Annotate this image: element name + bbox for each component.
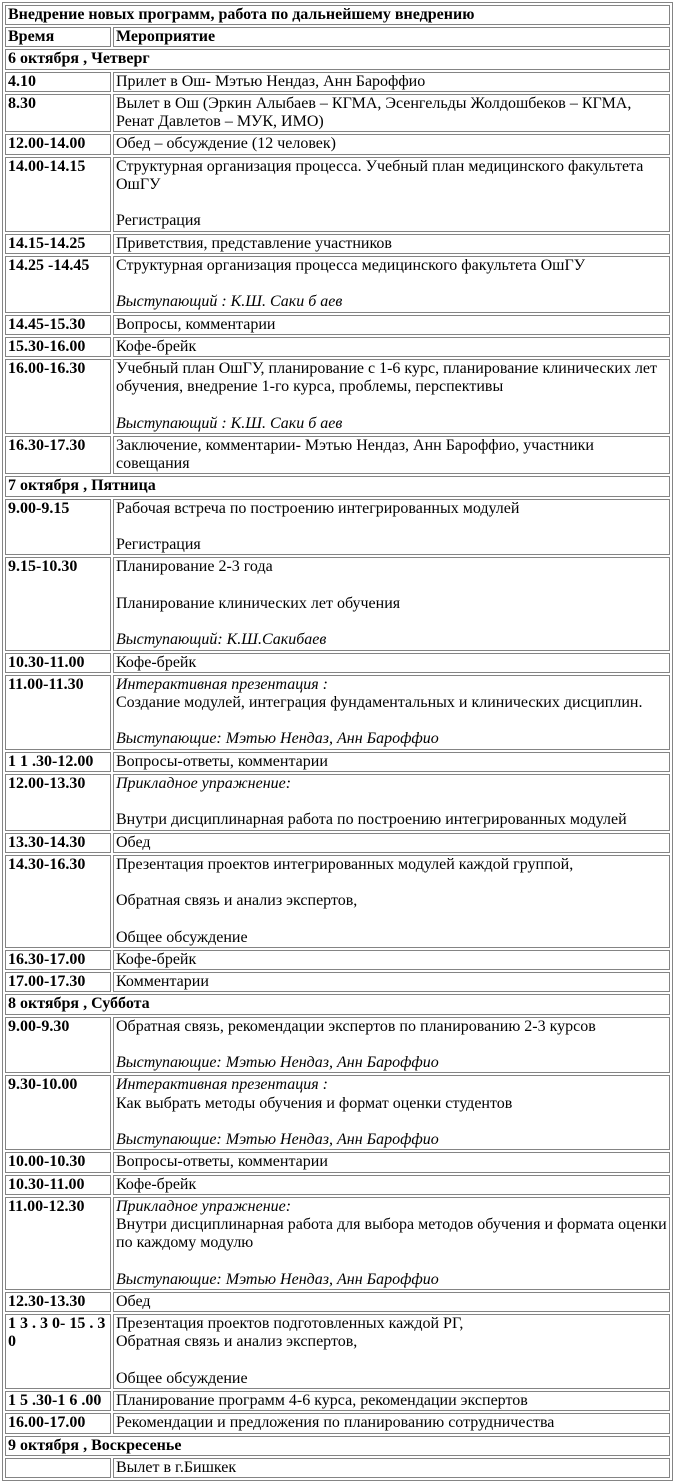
event-cell xyxy=(113,774,670,831)
event-line: Выступающие: Мэтью Нендаз, Анн Бароффио xyxy=(116,1131,439,1149)
event-cell xyxy=(113,1391,670,1411)
time-cell: 10.00-10.30 xyxy=(5,1152,111,1172)
time-cell: 16.30-17.30 xyxy=(5,436,111,474)
table-row xyxy=(5,256,670,313)
column-header-event: Мероприятие xyxy=(113,27,670,47)
day-section-label: 7 октября , Пятница xyxy=(5,476,670,496)
event-line: Выступающие: Мэтью Нендаз, Анн Бароффио xyxy=(116,1270,439,1288)
event-cell xyxy=(113,950,670,970)
event-line: Вылет в г.Бишкек xyxy=(116,1458,237,1476)
event-line: Планирование 2-3 года xyxy=(116,558,273,576)
event-cell xyxy=(113,337,670,357)
table-row xyxy=(5,972,670,992)
column-header-time: Время xyxy=(5,27,111,47)
time-cell: 1 5 .30-1 6 .00 xyxy=(5,1391,111,1411)
table-title: Внедрение новых программ, работа по дальнейшему внедрению xyxy=(5,5,670,25)
event-cell xyxy=(113,1197,670,1290)
event-line: Презентация проектов интегрированных модулей каждой группой, xyxy=(116,855,574,873)
event-cell xyxy=(113,359,670,434)
event-line: Интерактивная презентация : xyxy=(116,1076,328,1094)
event-line: Кофе-брейк xyxy=(116,653,197,671)
event-line xyxy=(116,577,667,595)
table-row xyxy=(5,855,670,948)
event-line xyxy=(116,1253,667,1271)
event-line: Выступающий: К.Ш.Сакибаев xyxy=(116,631,327,649)
event-line xyxy=(116,396,667,414)
time-cell: 4.10 xyxy=(5,72,111,92)
event-cell xyxy=(113,972,670,992)
time-cell: 12.00-13.30 xyxy=(5,774,111,831)
event-line: Общее обсуждение xyxy=(116,1369,248,1387)
event-line xyxy=(116,911,667,929)
event-line: Вопросы-ответы, комментарии xyxy=(116,752,328,770)
table-row xyxy=(5,315,670,335)
event-line: Обед xyxy=(116,1293,151,1310)
day-section-row xyxy=(5,476,670,496)
event-line xyxy=(116,874,667,892)
event-line: Обратная связь и анализ экспертов, xyxy=(116,1333,358,1351)
event-line: Выступающий : К.Ш. Саки б аев xyxy=(116,414,343,432)
event-line xyxy=(116,275,667,293)
event-line: Выступающие: Мэтью Нендаз, Анн Бароффио xyxy=(116,730,439,748)
event-cell xyxy=(113,1075,670,1150)
event-line xyxy=(116,1036,667,1054)
table-row xyxy=(5,950,670,970)
time-cell: 10.30-11.00 xyxy=(5,653,111,673)
event-line xyxy=(116,194,667,212)
event-cell xyxy=(113,157,670,232)
table-row xyxy=(5,1197,670,1290)
event-line xyxy=(116,1113,667,1131)
time-cell: 16.30-17.00 xyxy=(5,950,111,970)
event-line: Учебный план ОшГУ, планирование с 1-6 курс, планирование клинических лет обучения, внедрение 1-го курса, проблемы, перспективы xyxy=(116,359,658,396)
table-row xyxy=(5,1152,670,1172)
table-row xyxy=(5,359,670,434)
event-line: Прикладное упражнение: xyxy=(116,1197,292,1215)
event-cell xyxy=(113,134,670,154)
time-cell: 11.00-12.30 xyxy=(5,1197,111,1290)
event-line: Кофе-брейк xyxy=(116,1175,197,1193)
event-cell xyxy=(113,653,670,673)
table-row xyxy=(5,1075,670,1150)
event-line: Прилет в Ош- Мэтью Нендаз, Анн Бароффио xyxy=(116,72,426,90)
time-cell: 14.30-16.30 xyxy=(5,855,111,948)
event-line: Внутри дисциплинарная работа для выбора методов обучения и формата оценки по каждому модулю xyxy=(116,1216,667,1252)
event-line: Обед – обсуждение (12 человек) xyxy=(116,135,336,153)
event-cell xyxy=(113,1152,670,1172)
event-line xyxy=(116,613,667,631)
time-cell: 8.30 xyxy=(5,94,111,132)
table-row xyxy=(5,653,670,673)
time-cell: 1 3 . 3 0- 15 . 3 0 xyxy=(5,1314,111,1389)
event-cell xyxy=(113,675,670,750)
table-row xyxy=(5,1175,670,1195)
event-line xyxy=(116,712,667,730)
event-cell xyxy=(113,234,670,254)
day-section-label: 8 октября , Суббота xyxy=(5,994,670,1014)
time-cell: 14.25 -14.45 xyxy=(5,256,111,313)
event-line: Интерактивная презентация : xyxy=(116,675,328,693)
event-line xyxy=(116,793,667,811)
event-cell xyxy=(113,557,670,650)
table-row xyxy=(5,94,670,132)
time-cell: 11.00-11.30 xyxy=(5,675,111,750)
time-cell: 1 1 .30-12.00 xyxy=(5,752,111,772)
time-cell: 14.45-15.30 xyxy=(5,315,111,335)
event-line xyxy=(116,518,667,536)
title-row xyxy=(5,5,670,25)
time-cell: 16.00-16.30 xyxy=(5,359,111,434)
day-section-row xyxy=(5,1436,670,1456)
table-row xyxy=(5,134,670,154)
event-cell xyxy=(113,94,670,132)
event-line: Обед xyxy=(116,833,151,851)
table-row xyxy=(5,675,670,750)
table-row xyxy=(5,234,670,254)
day-section-label: 6 октября , Четверг xyxy=(5,49,670,69)
event-cell xyxy=(113,1292,670,1312)
table-row xyxy=(5,774,670,831)
day-section-label: 9 октября , Воскресенье xyxy=(5,1436,670,1456)
time-cell: 9.00-9.30 xyxy=(5,1017,111,1074)
time-cell: 14.00-14.15 xyxy=(5,157,111,232)
event-line: Создание модулей, интеграция фундаментальных и клинических дисциплин. xyxy=(116,693,643,711)
event-cell xyxy=(113,833,670,853)
table-row xyxy=(5,1292,670,1312)
time-cell: 9.15-10.30 xyxy=(5,557,111,650)
event-cell xyxy=(113,855,670,948)
table-row xyxy=(5,337,670,357)
event-line: Регистрация xyxy=(116,536,201,554)
table-row xyxy=(5,833,670,853)
table-row xyxy=(5,1413,670,1433)
event-line: Кофе-брейк xyxy=(116,951,197,969)
event-line xyxy=(116,1352,667,1370)
table-row xyxy=(5,557,670,650)
time-cell: 15.30-16.00 xyxy=(5,337,111,357)
event-cell xyxy=(113,1413,670,1433)
event-line: Рабочая встреча по построению интегрированных модулей xyxy=(116,499,520,517)
event-line: Обратная связь, рекомендации экспертов по планированию 2-3 курсов xyxy=(116,1017,596,1035)
event-line: Планирование клинических лет обучения xyxy=(116,594,401,612)
event-cell xyxy=(113,436,670,474)
time-cell: 14.15-14.25 xyxy=(5,234,111,254)
event-line: Структурная организация процесса. Учебный план медицинского факультета ОшГУ xyxy=(116,157,644,193)
event-cell xyxy=(113,1314,670,1389)
table-row xyxy=(5,1391,670,1411)
event-line: Выступающий : К.Ш. Саки б аев xyxy=(116,293,343,311)
table-row xyxy=(5,1017,670,1074)
time-cell: 16.00-17.00 xyxy=(5,1413,111,1433)
event-cell xyxy=(113,752,670,772)
event-line: Внутри дисциплинарная работа по построению интегрированных модулей xyxy=(116,811,627,829)
day-section-row xyxy=(5,994,670,1014)
event-cell xyxy=(113,1017,670,1074)
table-row xyxy=(5,72,670,92)
header-row xyxy=(5,27,670,47)
event-line: Рекомендации и предложения по планированию сотрудничества xyxy=(116,1414,555,1432)
event-line: Приветствия, представление участников xyxy=(116,234,392,252)
event-cell xyxy=(113,315,670,335)
event-cell xyxy=(113,499,670,556)
event-cell xyxy=(113,72,670,92)
time-cell: 10.30-11.00 xyxy=(5,1175,111,1195)
schedule-table xyxy=(2,2,673,1481)
event-line: Комментарии xyxy=(116,973,209,991)
event-line: Регистрация xyxy=(116,212,201,230)
table-row xyxy=(5,752,670,772)
event-line: Общее обсуждение xyxy=(116,928,248,946)
event-cell xyxy=(113,256,670,313)
event-line: Обратная связь и анализ экспертов, xyxy=(116,892,358,910)
event-line: Как выбрать методы обучения и формат оценки студентов xyxy=(116,1094,513,1112)
table-row xyxy=(5,1314,670,1389)
time-cell: 12.30-13.30 xyxy=(5,1292,111,1312)
time-cell: 9.00-9.15 xyxy=(5,499,111,556)
time-cell: 9.30-10.00 xyxy=(5,1075,111,1150)
event-line: Выступающие: Мэтью Нендаз, Анн Бароффио xyxy=(116,1054,439,1072)
time-cell: 13.30-14.30 xyxy=(5,833,111,853)
table-row xyxy=(5,436,670,474)
event-line: Планирование программ 4-6 курса, рекомендации экспертов xyxy=(116,1392,528,1410)
table-row xyxy=(5,157,670,232)
event-line: Заключение, комментарии- Мэтью Нендаз, Анн Бароффио, участники совещания xyxy=(116,436,594,473)
table-row xyxy=(5,499,670,556)
event-line: Структурная организация процесса медицинского факультета ОшГУ xyxy=(116,256,586,274)
event-line: Вопросы, комментарии xyxy=(116,315,276,333)
day-section-row xyxy=(5,49,670,69)
event-line: Прикладное упражнение: xyxy=(116,774,292,792)
time-cell: 17.00-17.30 xyxy=(5,972,111,992)
event-line: Презентация проектов подготовленных каждой РГ, xyxy=(116,1315,464,1333)
event-line: Вопросы-ответы, комментарии xyxy=(116,1153,328,1171)
event-line: Кофе-брейк xyxy=(116,337,197,355)
time-cell: 12.00-14.00 xyxy=(5,134,111,154)
event-cell xyxy=(113,1175,670,1195)
event-line: Вылет в Ош (Эркин Алыбаев – КГМА, Эсенгельды Жолдошбеков – КГМА, Ренат Давлетов – МУК, ИМО) xyxy=(116,94,632,131)
